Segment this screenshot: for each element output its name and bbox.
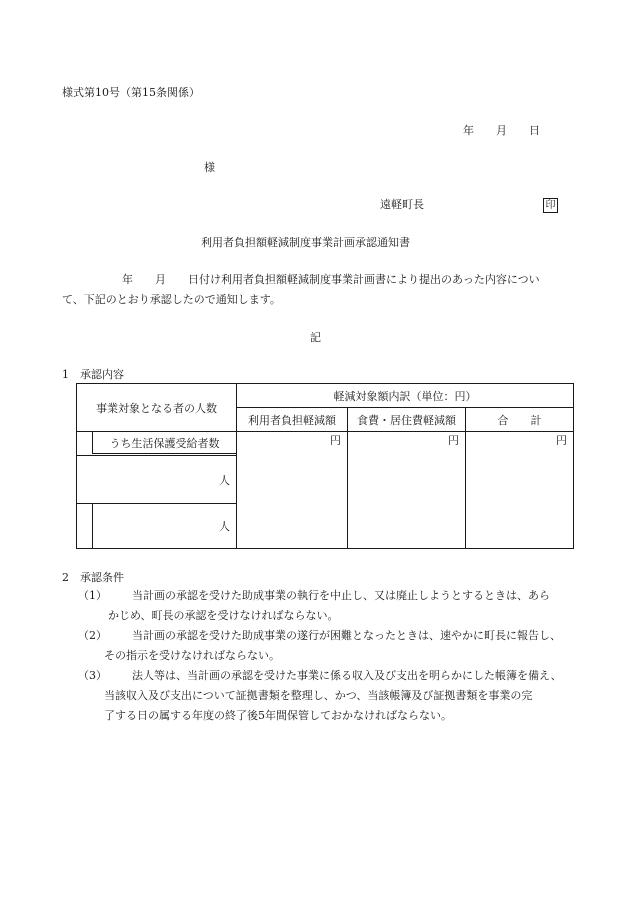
food-reduction-value — [348, 432, 466, 549]
header-people-count: 事業対象となる者の人数 — [77, 384, 237, 432]
unit-yen: 円 — [448, 434, 459, 447]
intro-line-1: 年 月 日付け利用者負担額軽減制度事業計画書により提出のあった内容につい — [122, 273, 540, 286]
section-1-heading: 1 承認内容 — [62, 368, 124, 381]
condition-item-2 — [62, 626, 562, 666]
condition-text: 当計画の承認を受けた助成事業の執行を中止し、又は廃止しようとするときは、あら — [132, 589, 550, 602]
date-line: 年 月 日 — [463, 124, 540, 137]
condition-list — [62, 586, 562, 726]
ki-heading: 記 — [310, 331, 321, 344]
unit-yen: 円 — [556, 434, 567, 447]
header-user-reduction: 利用者負担軽減額 — [237, 408, 348, 432]
condition-item-3 — [62, 666, 562, 726]
indent-cell — [77, 504, 93, 549]
condition-text-cont: その指示を受けなければならない。 — [104, 649, 280, 662]
condition-item-1 — [62, 586, 562, 626]
header-food-reduction: 食費・居住費軽減額 — [348, 408, 466, 432]
section-2-heading: 2 承認条件 — [62, 571, 124, 584]
condition-text: 法人等は、当計画の承認を受けた事業に係る収入及び支出を明らかにした帳簿を備え、 — [132, 669, 562, 682]
condition-text-cont: かじめ、町長の承認を受けなければならない。 — [108, 609, 339, 622]
user-reduction-value — [237, 432, 348, 549]
sub-welfare-label: うち生活保護受給者数 — [93, 432, 237, 454]
total-value — [466, 432, 574, 549]
condition-text-cont: 当該収入及び支出について証拠書類を整理し、かつ、当該帳簿及び証拠書類を事業の完 — [104, 689, 533, 702]
form-label: 様式第10号（第15条関係） — [62, 86, 200, 99]
people-count-value: 人 — [77, 456, 237, 504]
header-reduction-breakdown: 軽減対象額内訳（単位：円） — [237, 384, 574, 408]
document-title: 利用者負担額軽減制度事業計画承認通知書 — [201, 236, 410, 249]
approval-table — [76, 383, 574, 549]
welfare-count-value: 人 — [93, 504, 237, 549]
seal-mark — [543, 198, 558, 213]
indent-cell — [77, 432, 93, 454]
unit-yen: 円 — [330, 434, 341, 447]
issuer-name: 遠軽町長 — [380, 198, 424, 211]
condition-text-cont: 了する日の属する年度の終了後5年間保管しておかなければならない。 — [104, 709, 452, 722]
addressee-suffix: 様 — [204, 161, 215, 174]
header-total: 合 計 — [466, 408, 574, 432]
condition-number: （2） — [78, 629, 107, 642]
seal-char: 印 — [543, 198, 558, 213]
condition-number: （1） — [78, 589, 107, 602]
intro-line-2: て、下記のとおり承認したので通知します。 — [62, 293, 281, 306]
condition-number: （3） — [78, 669, 107, 682]
condition-text: 当計画の承認を受けた助成事業の遂行が困難となったときは、速やかに町長に報告し、 — [132, 629, 561, 642]
